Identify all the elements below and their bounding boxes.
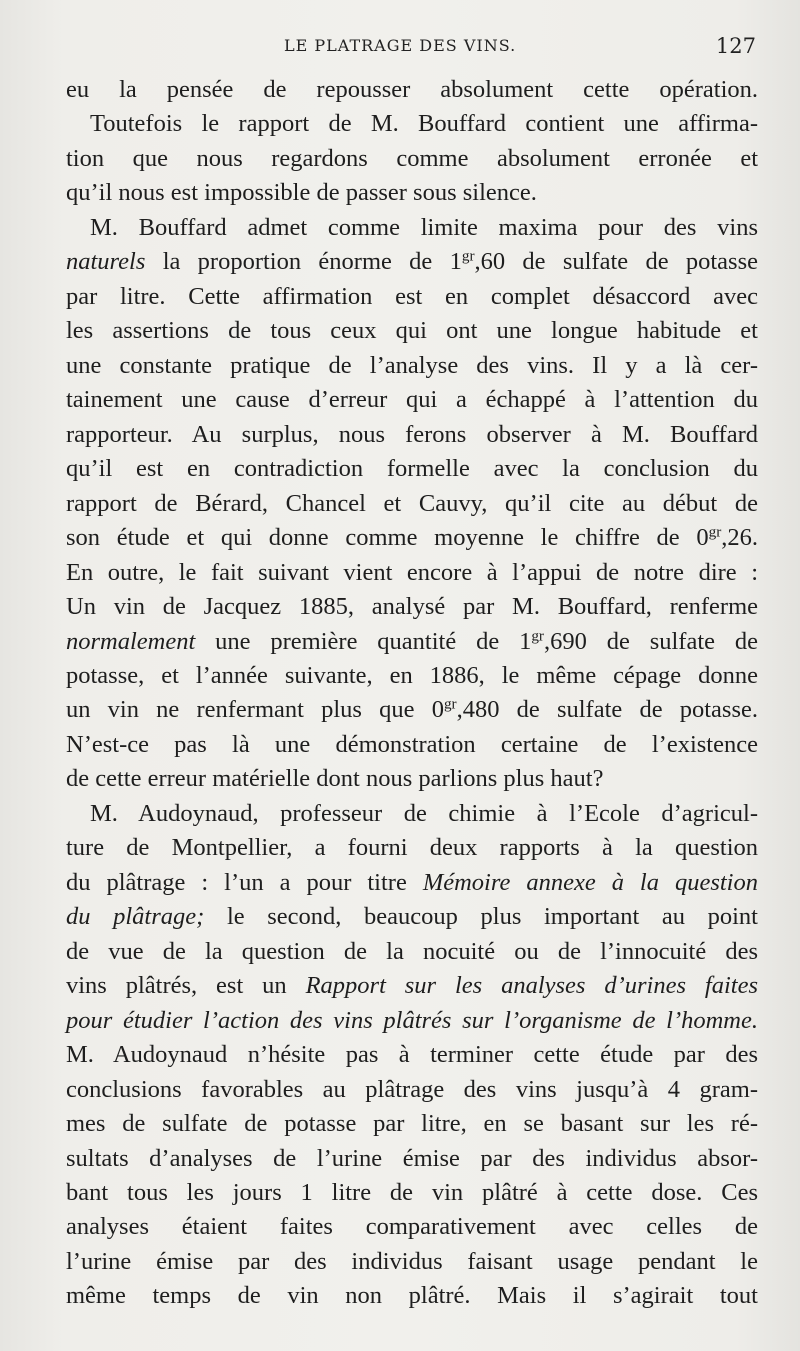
- italic-text: pour étudier l’action des vins plâtrés sur l’organisme de l’homme.: [66, 1006, 758, 1034]
- line-text: potasse, et l’année suivante, en 1886, le même cépage donne: [66, 661, 758, 689]
- text-line: [66, 1279, 758, 1313]
- text-line: [66, 1245, 758, 1279]
- text-line: [66, 590, 758, 624]
- line-text: une constante pratique de l’analyse des vins. Il y a là cer-: [66, 351, 758, 379]
- line-text: vins plâtrés, est un: [66, 972, 306, 1000]
- unit-superscript: gr: [708, 523, 722, 541]
- line-text: qu’il nous est impossible de passer sous silence.: [66, 179, 537, 207]
- line-text: analyses étaient faites comparativement avec celles de: [66, 1213, 758, 1241]
- text-line: [66, 521, 758, 555]
- text-line: [66, 969, 758, 1003]
- line-text: par litre. Cette affirmation est en complet désaccord avec: [66, 282, 758, 310]
- text-line: [66, 728, 758, 762]
- text-line: [66, 383, 758, 417]
- page-header: [66, 34, 756, 60]
- text-line: [66, 935, 758, 969]
- text-line: [66, 900, 758, 934]
- body-text: [66, 73, 758, 1314]
- italic-text: du plâtrage;: [66, 903, 205, 931]
- line-text: de cette erreur matérielle dont nous parlions plus haut?: [66, 765, 604, 793]
- text-line: [66, 487, 758, 521]
- text-line: [66, 176, 758, 210]
- page-number: 127: [715, 34, 756, 58]
- line-text: rapporteur. Au surplus, nous ferons observer à M. Bouffard: [66, 420, 758, 448]
- line-text: ture de Montpellier, a fourni deux rapports à la question: [66, 834, 758, 862]
- line-text: son étude et qui donne comme moyenne le chiffre de 0: [66, 524, 709, 552]
- text-line: [66, 418, 758, 452]
- line-text: l’urine émise par des individus faisant usage pendant le: [66, 1247, 758, 1275]
- text-line: [66, 1107, 758, 1141]
- text-line: [66, 659, 758, 693]
- italic-text: Rapport sur les analyses d’urines faites: [305, 972, 758, 1000]
- line-text: ,690 de sulfate de: [543, 627, 758, 655]
- text-line: [66, 1004, 758, 1038]
- line-text: le second, beaucoup plus important au point: [204, 903, 758, 931]
- text-line: [66, 831, 758, 865]
- unit-superscript: gr: [443, 696, 457, 714]
- text-line: [66, 625, 758, 659]
- text-line: [66, 280, 758, 314]
- line-text: conclusions favorables au plâtrage des vins jusqu’à 4 gram-: [66, 1075, 758, 1103]
- text-line: [66, 556, 758, 590]
- line-text: rapport de Bérard, Chancel et Cauvy, qu’il cite au début de: [66, 489, 758, 517]
- text-line: [66, 107, 758, 141]
- text-line: [66, 452, 758, 486]
- text-line: [66, 211, 758, 245]
- line-text: M. Bouffard admet comme limite maxima pour des vins: [90, 213, 758, 241]
- line-text: une première quantité de 1: [195, 627, 532, 655]
- text-line: [66, 1176, 758, 1210]
- line-text: N’est-ce pas là une démonstration certaine de l’existence: [66, 730, 758, 758]
- text-line: [66, 797, 758, 831]
- text-line: [66, 314, 758, 348]
- line-text: même temps de vin non plâtré. Mais il s’agirait tout: [66, 1282, 758, 1310]
- unit-superscript: gr: [531, 627, 544, 645]
- text-line: [66, 866, 758, 900]
- line-text: du plâtrage : l’un a pour titre: [66, 868, 423, 896]
- line-text: Toutefois le rapport de M. Bouffard contient une affirma-: [90, 110, 758, 138]
- line-text: ,480 de sulfate de potasse.: [456, 696, 758, 724]
- line-text: mes de sulfate de potasse par litre, en se basant sur les ré-: [66, 1110, 758, 1138]
- text-line: [66, 1073, 758, 1107]
- line-text: En outre, le fait suivant vient encore à l’appui de notre dire :: [66, 558, 758, 586]
- italic-text: normalement: [66, 627, 196, 655]
- text-line: [66, 349, 758, 383]
- text-line: [66, 245, 758, 279]
- line-text: de vue de la question de la nocuité ou de l’innocuité des: [66, 937, 758, 965]
- running-title: LE PLATRAGE DES VINS.: [284, 36, 517, 55]
- italic-text: naturels: [66, 248, 146, 276]
- text-line: [66, 762, 758, 796]
- line-text: bant tous les jours 1 litre de vin plâtré à cette dose. Ces: [66, 1179, 758, 1206]
- text-line: [66, 1142, 758, 1176]
- line-text: ,26.: [721, 524, 758, 552]
- text-line: [66, 73, 758, 107]
- line-text: les assertions de tous ceux qui ont une longue habitude et: [66, 317, 758, 345]
- italic-text: Mémoire annexe à la question: [422, 868, 758, 896]
- text-line: [66, 1038, 758, 1072]
- line-text: ,60 de sulfate de potasse: [474, 248, 758, 276]
- line-text: M. Audoynaud n’hésite pas à terminer cette étude par des: [66, 1041, 758, 1069]
- unit-superscript: gr: [461, 248, 475, 265]
- line-text: sultats d’analyses de l’urine émise par des individus absor-: [66, 1144, 758, 1172]
- line-text: la proportion énorme de 1: [145, 248, 462, 276]
- line-text: tion que nous regardons comme absolument erronée et: [66, 144, 758, 172]
- text-line: [66, 142, 758, 176]
- line-text: qu’il est en contradiction formelle avec la conclusion du: [66, 455, 758, 483]
- line-text: eu la pensée de repousser absolument cette opération.: [66, 76, 758, 103]
- text-line: [66, 1210, 758, 1244]
- line-text: un vin ne renfermant plus que 0: [66, 696, 444, 724]
- line-text: M. Audoynaud, professeur de chimie à l’Ecole d’agricul-: [90, 799, 758, 827]
- text-line: [66, 693, 758, 727]
- line-text: Un vin de Jacquez 1885, analysé par M. Bouffard, renferme: [66, 593, 758, 621]
- line-text: tainement une cause d’erreur qui a échappé à l’attention du: [66, 386, 758, 414]
